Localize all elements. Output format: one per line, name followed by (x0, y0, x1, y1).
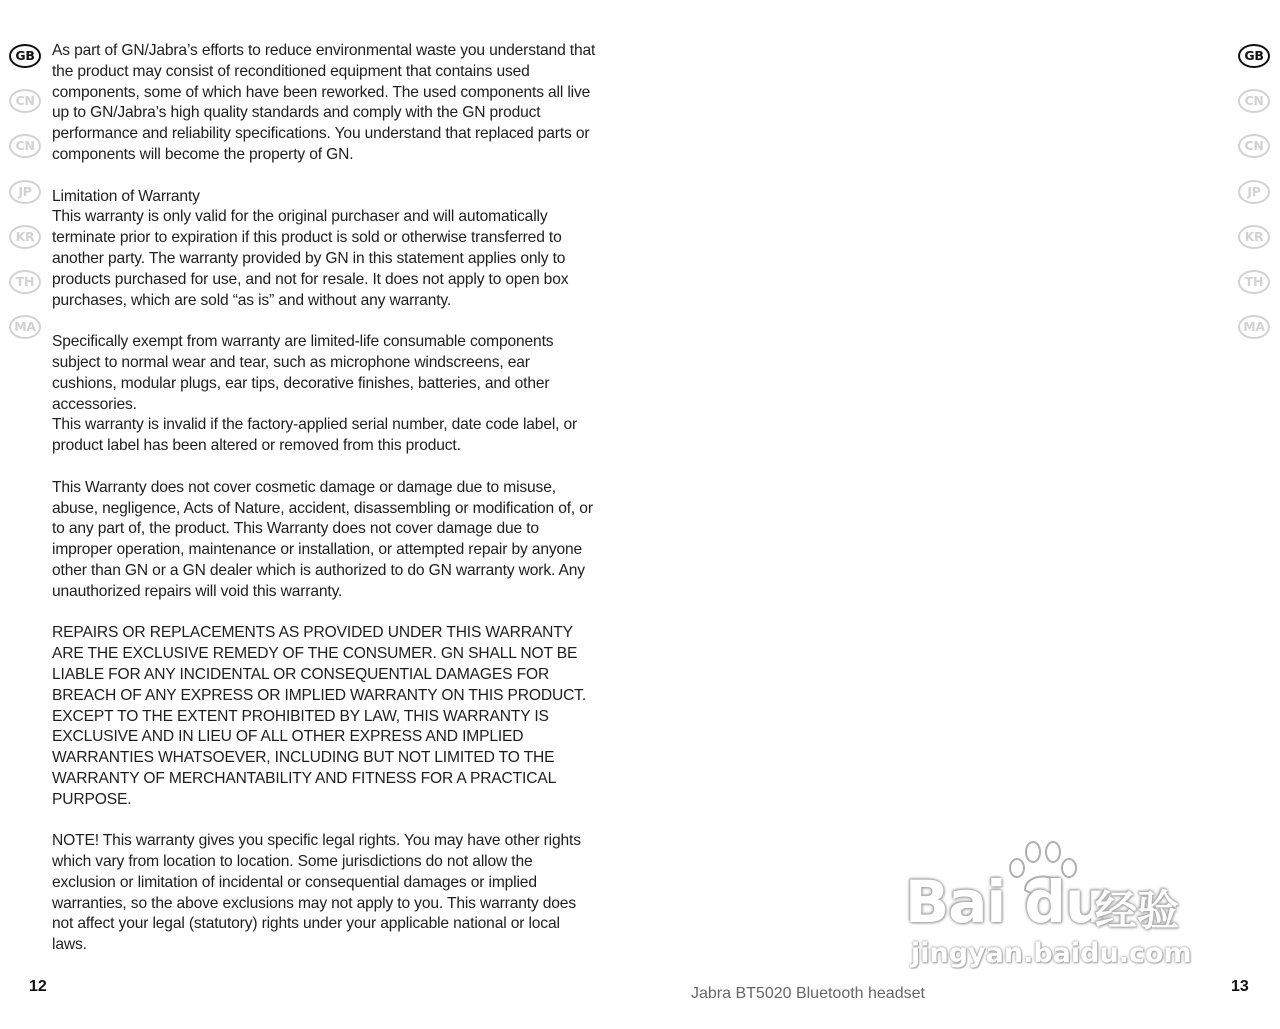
lang-badge-cn: CN (9, 89, 41, 113)
lang-badge-ma: MA (1238, 315, 1270, 339)
warranty-text (52, 41, 597, 977)
lang-badge-cn: CN (9, 134, 41, 158)
lang-badge-jp: JP (1238, 180, 1270, 204)
lang-badge-jp: JP (9, 180, 41, 204)
lang-badge-gb: GB (9, 44, 41, 68)
paragraph-exempt-components: Specifically exempt from warranty are limited-life consumable components subject to normal wear and tear, such as microphone windscreens, ear cushions, modular plugs, ear tips, decorative finishes, batteries, and other accessories. (52, 333, 554, 413)
watermark-brand: Bai du (905, 868, 1106, 936)
watermark-chinese: 经验 (1095, 886, 1180, 935)
lang-badge-kr: KR (1238, 225, 1270, 249)
paragraph-reconditioned: As part of GN/Jabra’s efforts to reduce environmental waste you understand that the product may consist of reconditioned equipment that contains used components, some of which have been reworked. The used components all live up to GN/Jabra’s high quality standards and comply with the GN product performance and reliability specifications. You understand that replaced parts or components will become the property of GN. (52, 42, 596, 163)
lang-badge-gb: GB (1238, 44, 1270, 68)
lang-badge-cn: CN (1238, 89, 1270, 113)
section-heading-limitation: Limitation of Warranty (52, 187, 200, 205)
footer-title: Jabra BT5020 Bluetooth headset (691, 985, 925, 1002)
paragraph-serial-number: This warranty is invalid if the factory-applied serial number, date code label, or product label has been altered or removed from this product. (52, 416, 578, 455)
lang-badge-kr: KR (9, 225, 41, 249)
lang-badge-cn: CN (1238, 134, 1270, 158)
language-tabs-right (1238, 44, 1270, 360)
lang-badge-ma: MA (9, 315, 41, 339)
paragraph-original-purchaser: This warranty is only valid for the original purchaser and will automatically terminate prior to expiration if this product is sold or otherwise transferred to another party. The warranty provided by GN in this statement applies only to products purchased for use, and not for resale. It does not apply to open box purchases, which are sold “as is” and without any warranty. (52, 208, 569, 309)
paragraph-exclusive-remedy: REPAIRS OR REPLACEMENTS AS PROVIDED UNDER THIS WARRANTY ARE THE EXCLUSIVE REMEDY OF THE CONSUMER. GN SHALL NOT BE LIABLE FOR ANY INCIDENTAL OR CONSEQUENTIAL DAMAGES FOR BREACH OF ANY EXPRESS OR IMPLIED WARRANTY ON THIS PRODUCT. EXCEPT TO THE EXTENT PROHIBITED BY LAW, THIS WARRANTY IS EXCLUSIVE AND IN LIEU OF ALL OTHER EXPRESS AND IMPLIED WARRANTIES WHATSOEVER, INCLUDING BUT NOT LIMITED TO THE WARRANTY OF MERCHANTABILITY AND FITNESS FOR A PRACTICAL PURPOSE. (52, 624, 587, 808)
paragraph-cosmetic-damage: This Warranty does not cover cosmetic damage or damage due to misuse, abuse, negligence, Acts of Nature, accident, disassembling or modification of, or to any part of, the product. This Warranty does not cover damage due to improper operation, maintenance or installation, or attempted repair by anyone other than GN or a GN dealer which is authorized to do GN warranty work. Any unauthorized repairs will void this warranty. (52, 478, 593, 600)
watermark-url: jingyan.baidu.com (911, 938, 1192, 969)
paragraph-legal-rights: NOTE! This warranty gives you specific legal rights. You may have other rights which vary from location to location. Some jurisdictions do not allow the exclusion or limitation of incidental or consequential damages or implied warranties, so the above exclusions may not apply to you. This warranty does not affect your legal (statutory) rights under your applicable national or local laws. (52, 832, 581, 954)
page-number-right: 13 (1231, 978, 1249, 995)
baidu-watermark (905, 838, 1205, 978)
language-tabs-left (9, 44, 41, 360)
lang-badge-th: TH (9, 270, 41, 294)
lang-badge-th: TH (1238, 270, 1270, 294)
page-number-left: 12 (29, 978, 47, 995)
